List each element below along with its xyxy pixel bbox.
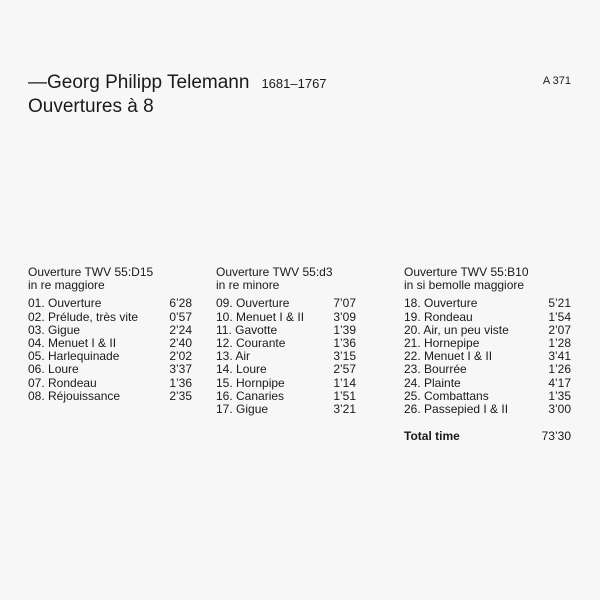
track-row <box>28 297 192 310</box>
track-title: 23. Bourrée <box>404 362 467 377</box>
track-duration: 3’37 <box>169 362 192 377</box>
track-row <box>28 390 192 403</box>
track-title: 19. Rondeau <box>404 309 473 324</box>
track-title: 05. Harlequinade <box>28 349 120 364</box>
track-title: 14. Loure <box>216 362 267 377</box>
track-title: 25. Combattans <box>404 388 489 403</box>
track-row <box>216 297 356 310</box>
track-row <box>216 377 356 390</box>
track-title: 06. Loure <box>28 362 79 377</box>
track-duration: 6’28 <box>169 296 192 311</box>
track-duration: 5’21 <box>548 296 571 311</box>
album-title: Ouvertures à 8 <box>28 96 154 117</box>
track-title: 03. Gigue <box>28 322 81 337</box>
composer-line <box>28 72 327 94</box>
track-row <box>404 403 571 416</box>
suite-heading <box>404 266 571 292</box>
track-duration: 0’57 <box>169 309 192 324</box>
suite-title: Ouverture TWV 55:d3 <box>216 265 333 279</box>
track-duration: 1’28 <box>548 336 571 351</box>
track-duration: 1’51 <box>333 388 356 403</box>
composer-dates: 1681–1767 <box>261 76 327 91</box>
track-title: 04. Menuet I & II <box>28 336 117 351</box>
header <box>28 72 327 118</box>
suite-key: in re maggiore <box>28 278 105 293</box>
suite-key: in re minore <box>216 278 280 293</box>
track-duration: 1’14 <box>333 375 356 390</box>
track-title: 21. Hornepipe <box>404 336 480 351</box>
track-duration: 2’57 <box>333 362 356 377</box>
track-title: 02. Prélude, très vite <box>28 309 139 324</box>
tracklist-column-1 <box>28 266 192 403</box>
track-duration: 1’26 <box>548 362 571 377</box>
track-title: 15. Hornpipe <box>216 375 285 390</box>
track-row <box>216 403 356 416</box>
track-title: 24. Plainte <box>404 375 461 390</box>
track-title: 18. Ouverture <box>404 296 478 311</box>
track-row <box>404 377 571 390</box>
track-duration: 3’21 <box>333 402 356 417</box>
track-duration: 1’39 <box>333 322 356 337</box>
tracklist-column-2 <box>216 266 356 416</box>
track-title: 09. Ouverture <box>216 296 290 311</box>
track-duration: 2’40 <box>169 336 192 351</box>
track-title: 07. Rondeau <box>28 375 97 390</box>
dash: — <box>28 72 47 93</box>
catalog-number: A 371 <box>542 75 571 87</box>
track-title: 26. Passepied I & II <box>404 402 509 417</box>
track-title: 01. Ouverture <box>28 296 102 311</box>
track-title: 16. Canaries <box>216 388 285 403</box>
track-row <box>28 377 192 390</box>
total-time-row <box>404 430 571 443</box>
track-duration: 1’36 <box>169 375 192 390</box>
suite-heading <box>216 266 356 292</box>
track-row <box>404 297 571 310</box>
track-title: 20. Air, un peu viste <box>404 322 509 337</box>
track-title: 11. Gavotte <box>216 322 278 337</box>
track-row <box>216 311 356 324</box>
track-title: 12. Courante <box>216 336 286 351</box>
track-duration: 1’36 <box>333 336 356 351</box>
track-row <box>404 363 571 376</box>
track-duration: 7’07 <box>333 296 356 311</box>
track-duration: 2’35 <box>169 388 192 403</box>
track-row <box>28 311 192 324</box>
track-duration: 2’24 <box>169 322 192 337</box>
track-duration: 4’17 <box>548 375 571 390</box>
track-title: 10. Menuet I & II <box>216 309 305 324</box>
track-title: 17. Gigue <box>216 402 269 417</box>
track-duration: 3’09 <box>333 309 356 324</box>
track-duration: 3’15 <box>333 349 356 364</box>
suite-key: in si bemolle maggiore <box>404 278 525 293</box>
tracklist-column-3 <box>404 266 571 443</box>
suite-title: Ouverture TWV 55:B10 <box>404 265 529 279</box>
track-duration: 3’00 <box>548 402 571 417</box>
track-row <box>404 311 571 324</box>
track-title: 22. Menuet I & II <box>404 349 493 364</box>
track-duration: 2’07 <box>548 322 571 337</box>
composer-name: Georg Philipp Telemann <box>47 72 250 93</box>
track-title: 08. Réjouissance <box>28 388 121 403</box>
track-title: 13. Air <box>216 349 251 364</box>
track-duration: 2’02 <box>169 349 192 364</box>
total-time-label: Total time <box>404 429 460 444</box>
track-row <box>216 363 356 376</box>
total-time-value: 73’30 <box>541 429 571 444</box>
track-duration: 1’54 <box>548 309 571 324</box>
track-duration: 3’41 <box>548 349 571 364</box>
suite-title: Ouverture TWV 55:D15 <box>28 265 154 279</box>
suite-heading <box>28 266 192 292</box>
track-duration: 1’35 <box>548 388 571 403</box>
track-row <box>28 363 192 376</box>
